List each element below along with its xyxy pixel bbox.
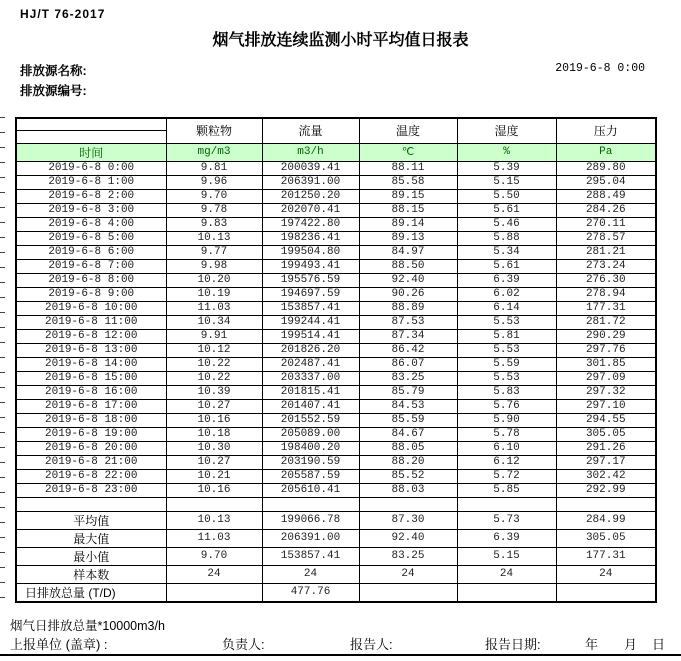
summary-value-cell: 305.05 [556, 529, 656, 547]
value-cell: 5.59 [457, 357, 556, 371]
value-cell: 291.26 [556, 441, 656, 455]
value-cell: 5.61 [457, 259, 556, 273]
value-cell: 201826.20 [262, 343, 359, 357]
time-cell: 2019-6-8 7:00 [16, 259, 166, 273]
summary-value-cell: 477.76 [262, 583, 359, 602]
summary-value-cell: 199066.78 [262, 511, 359, 529]
value-cell: 10.27 [166, 455, 262, 469]
value-cell: 85.79 [359, 385, 457, 399]
empty-cell [262, 497, 359, 511]
summary-row [16, 547, 656, 565]
value-cell: 92.40 [359, 273, 457, 287]
time-cell: 2019-6-8 4:00 [16, 217, 166, 231]
value-cell: 85.58 [359, 175, 457, 189]
value-cell: 10.22 [166, 357, 262, 371]
summary-value-cell [359, 583, 457, 602]
summary-label-cell: 最小值 [16, 547, 166, 565]
value-cell: 288.49 [556, 189, 656, 203]
value-cell: 5.83 [457, 385, 556, 399]
value-cell: 10.39 [166, 385, 262, 399]
value-cell: 5.53 [457, 371, 556, 385]
value-cell: 87.53 [359, 315, 457, 329]
value-cell: 88.20 [359, 455, 457, 469]
data-row [16, 245, 656, 259]
value-cell: 292.99 [556, 483, 656, 497]
value-cell: 88.03 [359, 483, 457, 497]
value-cell: 198236.41 [262, 231, 359, 245]
value-cell: 11.03 [166, 301, 262, 315]
value-cell: 6.12 [457, 455, 556, 469]
value-cell: 201407.41 [262, 399, 359, 413]
value-cell: 297.10 [556, 399, 656, 413]
data-row [16, 371, 656, 385]
value-cell: 289.80 [556, 161, 656, 175]
summary-row [16, 583, 656, 602]
empty-cell [166, 497, 262, 511]
value-cell: 205089.00 [262, 427, 359, 441]
value-cell: 9.78 [166, 203, 262, 217]
value-cell: 10.16 [166, 483, 262, 497]
time-cell: 2019-6-8 12:00 [16, 329, 166, 343]
value-cell: 90.26 [359, 287, 457, 301]
data-row [16, 329, 656, 343]
page-bottom-rule [0, 654, 681, 656]
value-cell: 177.31 [556, 301, 656, 315]
cutoff-gridline-stubs [0, 117, 5, 608]
value-cell: 284.26 [556, 203, 656, 217]
summary-label-cell: 平均值 [16, 511, 166, 529]
value-cell: 278.57 [556, 231, 656, 245]
value-cell: 199514.41 [262, 329, 359, 343]
value-cell: 294.55 [556, 413, 656, 427]
value-cell: 9.98 [166, 259, 262, 273]
value-cell: 5.76 [457, 399, 556, 413]
value-cell: 10.18 [166, 427, 262, 441]
value-cell: 9.70 [166, 189, 262, 203]
summary-value-cell: 24 [457, 565, 556, 583]
summary-value-cell: 11.03 [166, 529, 262, 547]
data-row [16, 455, 656, 469]
value-cell: 85.52 [359, 469, 457, 483]
summary-value-cell: 9.70 [166, 547, 262, 565]
value-cell: 6.02 [457, 287, 556, 301]
value-cell: 85.59 [359, 413, 457, 427]
responsible-person-label: 负责人: [222, 637, 265, 652]
value-cell: 205587.59 [262, 469, 359, 483]
time-cell: 2019-6-8 14:00 [16, 357, 166, 371]
year-label: 年 [585, 637, 599, 652]
value-cell: 10.27 [166, 399, 262, 413]
value-cell: 5.81 [457, 329, 556, 343]
total-emission-note: 烟气日排放总量*10000m3/h [10, 619, 165, 633]
value-cell: 9.83 [166, 217, 262, 231]
data-row [16, 287, 656, 301]
value-cell: 5.78 [457, 427, 556, 441]
value-cell: 9.81 [166, 161, 262, 175]
value-cell: 10.21 [166, 469, 262, 483]
value-cell: 10.20 [166, 273, 262, 287]
reporter-label: 报告人: [350, 637, 393, 652]
data-row [16, 217, 656, 231]
time-cell: 2019-6-8 19:00 [16, 427, 166, 441]
summary-value-cell: 24 [556, 565, 656, 583]
col-header-particulate: 颗粒物 [166, 118, 262, 143]
unit-temperature: ℃ [359, 143, 457, 161]
unit-particulate: mg/m3 [166, 143, 262, 161]
time-cell: 2019-6-8 3:00 [16, 203, 166, 217]
summary-value-cell [166, 583, 262, 602]
summary-value-cell: 92.40 [359, 529, 457, 547]
value-cell: 88.15 [359, 203, 457, 217]
empty-cell [457, 497, 556, 511]
value-cell: 6.10 [457, 441, 556, 455]
value-cell: 5.39 [457, 161, 556, 175]
value-cell: 203337.00 [262, 371, 359, 385]
summary-row [16, 565, 656, 583]
summary-row [16, 529, 656, 547]
value-cell: 297.76 [556, 343, 656, 357]
summary-value-cell: 5.73 [457, 511, 556, 529]
value-cell: 88.05 [359, 441, 457, 455]
value-cell: 297.17 [556, 455, 656, 469]
summary-row [16, 511, 656, 529]
value-cell: 84.97 [359, 245, 457, 259]
value-cell: 5.34 [457, 245, 556, 259]
value-cell: 88.50 [359, 259, 457, 273]
value-cell: 10.16 [166, 413, 262, 427]
value-cell: 305.05 [556, 427, 656, 441]
col-header-pressure: 压力 [556, 118, 656, 143]
summary-value-cell: 87.30 [359, 511, 457, 529]
value-cell: 9.96 [166, 175, 262, 189]
value-cell: 203190.59 [262, 455, 359, 469]
value-cell: 290.29 [556, 329, 656, 343]
empty-cell [16, 497, 166, 511]
time-cell: 2019-6-8 13:00 [16, 343, 166, 357]
data-row [16, 343, 656, 357]
summary-value-cell: 10.13 [166, 511, 262, 529]
value-cell: 200039.41 [262, 161, 359, 175]
summary-value-cell: 284.99 [556, 511, 656, 529]
time-cell: 2019-6-8 17:00 [16, 399, 166, 413]
time-cell: 2019-6-8 0:00 [16, 161, 166, 175]
time-cell: 2019-6-8 18:00 [16, 413, 166, 427]
time-cell: 2019-6-8 11:00 [16, 315, 166, 329]
value-cell: 5.90 [457, 413, 556, 427]
empty-cell [556, 497, 656, 511]
time-cell: 2019-6-8 6:00 [16, 245, 166, 259]
unit-pressure: Pa [556, 143, 656, 161]
value-cell: 88.89 [359, 301, 457, 315]
summary-label-cell: 最大值 [16, 529, 166, 547]
value-cell: 6.39 [457, 273, 556, 287]
data-row [16, 259, 656, 273]
value-cell: 10.12 [166, 343, 262, 357]
value-cell: 297.09 [556, 371, 656, 385]
value-cell: 199244.41 [262, 315, 359, 329]
time-cell: 2019-6-8 1:00 [16, 175, 166, 189]
value-cell: 88.11 [359, 161, 457, 175]
value-cell: 201815.41 [262, 385, 359, 399]
report-datetime: 2019-6-8 0:00 [555, 62, 645, 75]
data-row [16, 385, 656, 399]
source-id-label: 排放源编号: [20, 84, 87, 98]
value-cell: 297.32 [556, 385, 656, 399]
value-cell: 194697.59 [262, 287, 359, 301]
time-header: 时间 [16, 143, 166, 161]
unit-humidity: % [457, 143, 556, 161]
unit-flow: m3/h [262, 143, 359, 161]
value-cell: 10.19 [166, 287, 262, 301]
time-cell: 2019-6-8 8:00 [16, 273, 166, 287]
report-title: 烟气排放连续监测小时平均值日报表 [212, 32, 469, 49]
value-cell: 5.61 [457, 203, 556, 217]
data-row [16, 273, 656, 287]
value-cell: 5.50 [457, 189, 556, 203]
value-cell: 10.34 [166, 315, 262, 329]
report-date-label: 报告日期: [485, 637, 541, 652]
value-cell: 9.91 [166, 329, 262, 343]
value-cell: 84.67 [359, 427, 457, 441]
value-cell: 5.53 [457, 343, 556, 357]
value-cell: 281.72 [556, 315, 656, 329]
value-cell: 5.88 [457, 231, 556, 245]
value-cell: 89.13 [359, 231, 457, 245]
value-cell: 270.11 [556, 217, 656, 231]
data-row [16, 231, 656, 245]
time-cell: 2019-6-8 21:00 [16, 455, 166, 469]
data-row [16, 175, 656, 189]
summary-value-cell: 24 [359, 565, 457, 583]
data-row [16, 315, 656, 329]
col-header-humidity: 湿度 [457, 118, 556, 143]
value-cell: 202487.41 [262, 357, 359, 371]
time-cell: 2019-6-8 23:00 [16, 483, 166, 497]
value-cell: 5.53 [457, 315, 556, 329]
value-cell: 281.21 [556, 245, 656, 259]
time-cell: 2019-6-8 5:00 [16, 231, 166, 245]
month-label: 月 [624, 637, 638, 652]
value-cell: 10.22 [166, 371, 262, 385]
col-header-temperature: 温度 [359, 118, 457, 143]
units-row [16, 143, 656, 161]
value-cell: 199493.41 [262, 259, 359, 273]
data-row [16, 413, 656, 427]
value-cell: 10.30 [166, 441, 262, 455]
summary-value-cell: 24 [166, 565, 262, 583]
time-header-split-cell [16, 118, 166, 143]
value-cell: 205610.41 [262, 483, 359, 497]
value-cell: 5.72 [457, 469, 556, 483]
report-table [15, 117, 657, 603]
summary-label-cell: 日排放总量 (T/D) [16, 583, 166, 602]
value-cell: 153857.41 [262, 301, 359, 315]
table-zone [0, 117, 681, 609]
data-row [16, 203, 656, 217]
summary-value-cell: 206391.00 [262, 529, 359, 547]
summary-value-cell: 83.25 [359, 547, 457, 565]
empty-cell [359, 497, 457, 511]
value-cell: 87.34 [359, 329, 457, 343]
split-divider [17, 119, 166, 131]
summary-value-cell [457, 583, 556, 602]
data-row [16, 483, 656, 497]
value-cell: 206391.00 [262, 175, 359, 189]
value-cell: 89.15 [359, 189, 457, 203]
value-cell: 9.77 [166, 245, 262, 259]
value-cell: 83.25 [359, 371, 457, 385]
time-cell: 2019-6-8 16:00 [16, 385, 166, 399]
value-cell: 202070.41 [262, 203, 359, 217]
value-cell: 84.53 [359, 399, 457, 413]
summary-value-cell: 153857.41 [262, 547, 359, 565]
data-row [16, 441, 656, 455]
reporting-unit-label: 上报单位 (盖章) : [10, 637, 108, 652]
value-cell: 201552.59 [262, 413, 359, 427]
day-label: 日 [652, 637, 666, 652]
value-cell: 197422.80 [262, 217, 359, 231]
time-cell: 2019-6-8 22:00 [16, 469, 166, 483]
data-row [16, 189, 656, 203]
value-cell: 86.07 [359, 357, 457, 371]
value-cell: 198400.20 [262, 441, 359, 455]
value-cell: 5.46 [457, 217, 556, 231]
data-row [16, 357, 656, 371]
value-cell: 5.15 [457, 175, 556, 189]
summary-value-cell [556, 583, 656, 602]
source-name-label: 排放源名称: [20, 64, 87, 78]
col-header-flow: 流量 [262, 118, 359, 143]
value-cell: 6.14 [457, 301, 556, 315]
value-cell: 195576.59 [262, 273, 359, 287]
data-row [16, 161, 656, 175]
column-header-row [16, 118, 656, 143]
value-cell: 302.42 [556, 469, 656, 483]
data-row [16, 301, 656, 315]
time-cell: 2019-6-8 2:00 [16, 189, 166, 203]
summary-value-cell: 6.39 [457, 529, 556, 547]
value-cell: 201250.20 [262, 189, 359, 203]
time-cell: 2019-6-8 20:00 [16, 441, 166, 455]
value-cell: 278.94 [556, 287, 656, 301]
value-cell: 10.13 [166, 231, 262, 245]
summary-value-cell: 24 [262, 565, 359, 583]
value-cell: 89.14 [359, 217, 457, 231]
value-cell: 301.85 [556, 357, 656, 371]
value-cell: 199504.80 [262, 245, 359, 259]
summary-value-cell: 177.31 [556, 547, 656, 565]
data-row [16, 469, 656, 483]
data-row [16, 399, 656, 413]
time-cell: 2019-6-8 10:00 [16, 301, 166, 315]
value-cell: 276.30 [556, 273, 656, 287]
time-cell: 2019-6-8 9:00 [16, 287, 166, 301]
standard-code: HJ/T 76-2017 [20, 7, 106, 21]
value-cell: 86.42 [359, 343, 457, 357]
spacer-row [16, 497, 656, 511]
summary-label-cell: 样本数 [16, 565, 166, 583]
time-cell: 2019-6-8 15:00 [16, 371, 166, 385]
value-cell: 273.24 [556, 259, 656, 273]
summary-value-cell: 5.15 [457, 547, 556, 565]
data-row [16, 427, 656, 441]
value-cell: 5.85 [457, 483, 556, 497]
value-cell: 295.04 [556, 175, 656, 189]
